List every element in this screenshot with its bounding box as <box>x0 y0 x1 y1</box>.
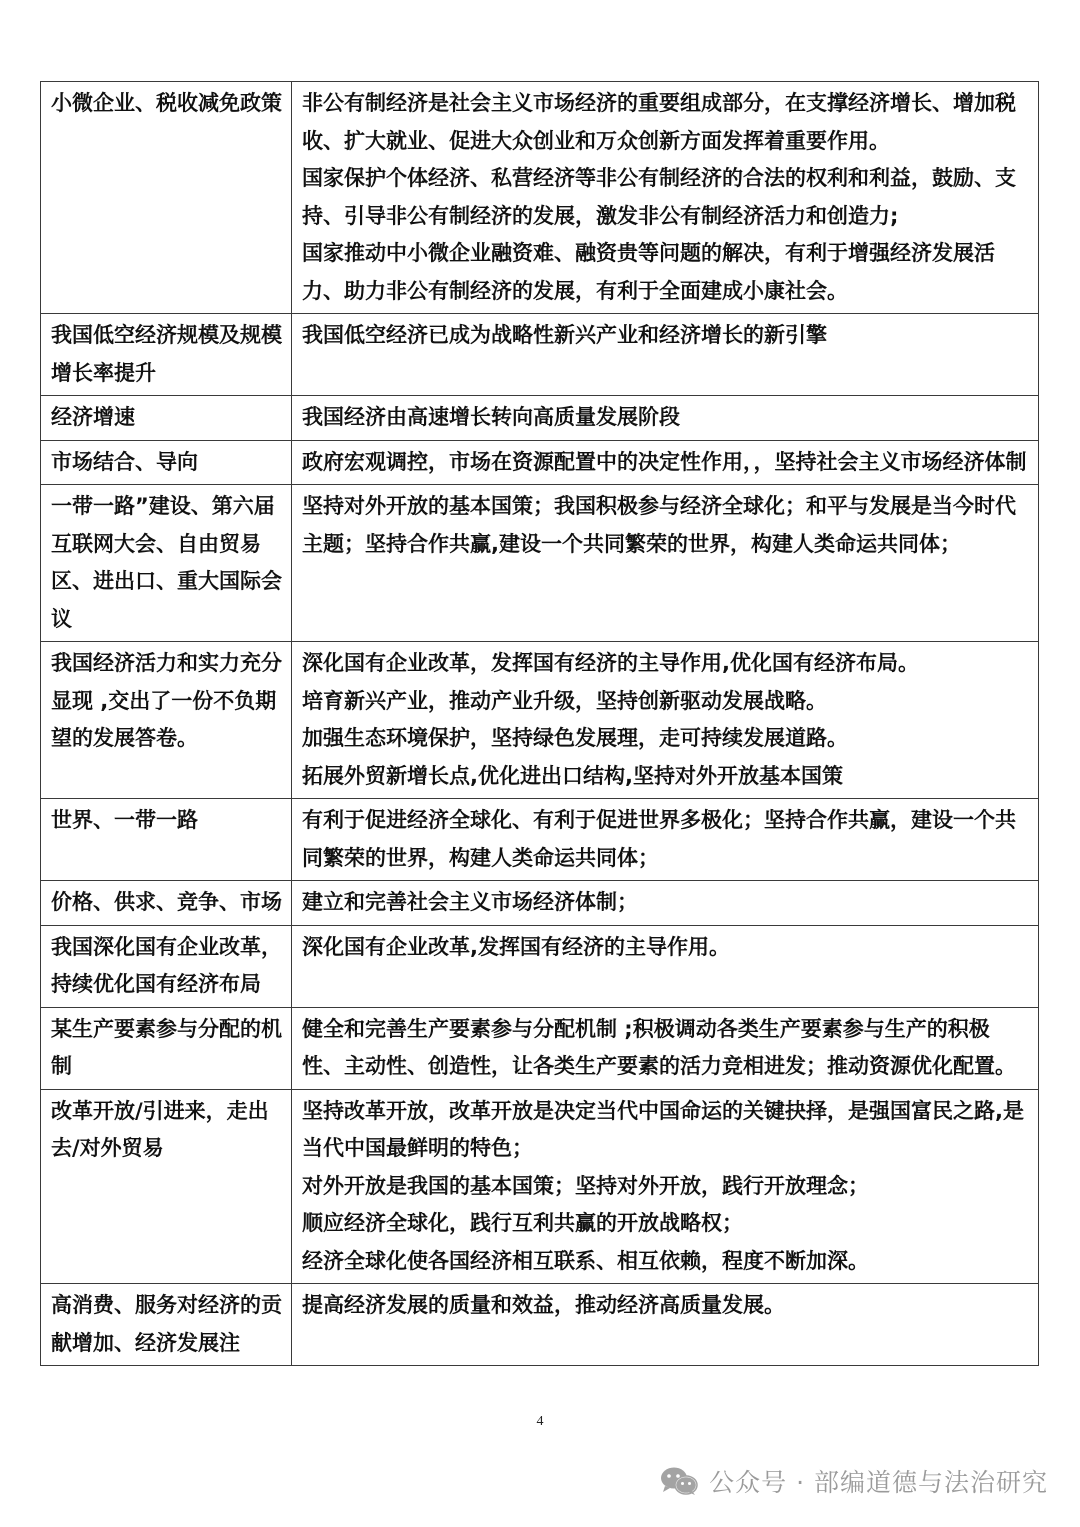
topic-text: 经济增速 <box>51 405 135 429</box>
topic-text: 高消费、服务对经济的贡献增加、经济发展注 <box>51 1293 282 1355</box>
table-row <box>41 314 1039 396</box>
topic-text: 一带一路”建设、第六届互联网大会、自由贸易区、进出口、重大国际会议 <box>51 494 282 631</box>
topic-cell <box>41 1007 292 1089</box>
table-row <box>41 881 1039 926</box>
content-line: 坚持改革开放，改革开放是决定当代中国命运的关键抉择，是强国富民之路,是当代中国最鲜明的特色； <box>302 1098 1024 1160</box>
content-line: 提高经济发展的质量和效益，推动经济高质量发展。 <box>302 1293 785 1317</box>
topic-text: 小微企业、税收减免政策 <box>51 91 282 115</box>
table-row <box>41 1284 1039 1366</box>
topic-text: 我国经济活力和实力充分显现 ,交出了一份不负期望的发展答卷。 <box>51 651 282 750</box>
content-line: 建立和完善社会主义市场经济体制； <box>302 890 638 914</box>
watermark <box>659 1463 1048 1499</box>
content-cell <box>292 396 1039 441</box>
wechat-icon <box>659 1466 699 1496</box>
content-line: 深化国有企业改革,发挥国有经济的主导作用。 <box>302 934 730 959</box>
table-row <box>41 440 1039 485</box>
content-line: 国家推动中小微企业融资难、融资贵等问题的解决，有利于增强经济发展活力、助力非公有制经济的发展，有利于全面建成小康社会。 <box>302 241 995 303</box>
topic-cell <box>41 314 292 396</box>
topic-text: 市场结合、导向 <box>51 449 198 474</box>
content-cell <box>292 642 1039 799</box>
content-cell <box>292 1284 1039 1366</box>
topic-text: 改革开放/引进来，走出去/对外贸易 <box>51 1098 269 1160</box>
page-number: 4 <box>536 1414 544 1429</box>
topic-cell <box>41 82 292 314</box>
content-cell <box>292 314 1039 396</box>
topic-cell <box>41 881 292 926</box>
topic-cell <box>41 925 292 1007</box>
topic-cell <box>41 1089 292 1284</box>
content-cell <box>292 485 1039 642</box>
content-cell <box>292 440 1039 485</box>
content-line: 坚持对外开放的基本国策；我国积极参与经济全球化；和平与发展是当今时代主题；坚持合作共赢,建设一个共同繁荣的世界，构建人类命运共同体； <box>302 494 1016 556</box>
content-cell <box>292 925 1039 1007</box>
content-cell <box>292 1007 1039 1089</box>
watermark-text: 公众号 · 部编道德与法治研究 <box>709 1468 1048 1497</box>
content-line: 政府宏观调控，市场在资源配置中的决定性作用，，坚持社会主义市场经济体制 <box>302 449 1027 474</box>
table-row <box>41 1007 1039 1089</box>
topic-cell <box>41 485 292 642</box>
topic-cell <box>41 642 292 799</box>
content-line: 有利于促进经济全球化、有利于促进世界多极化；坚持合作共赢，建设一个共同繁荣的世界，构建人类命运共同体； <box>302 808 1016 870</box>
table-row <box>41 485 1039 642</box>
topic-cell <box>41 440 292 485</box>
topic-cell <box>41 1284 292 1366</box>
content-line: 拓展外贸新增长点,优化进出口结构,坚持对外开放基本国策 <box>302 763 843 788</box>
content-cell <box>292 799 1039 881</box>
content-line: 我国低空经济已成为战略性新兴产业和经济增长的新引擎 <box>302 323 827 347</box>
content-cell <box>292 1089 1039 1284</box>
table-row <box>41 799 1039 881</box>
content-line: 顺应经济全球化，践行互利共赢的开放战略权； <box>302 1211 743 1235</box>
policy-table <box>40 81 1039 1366</box>
content-line: 经济全球化使各国经济相互联系、相互依赖，程度不断加深。 <box>302 1248 869 1273</box>
topic-text: 价格、供求、竞争、市场 <box>51 890 282 914</box>
table-row <box>41 396 1039 441</box>
content-line: 培育新兴产业，推动产业升级，坚持创新驱动发展战略。 <box>302 688 827 713</box>
table-row <box>41 1089 1039 1284</box>
content-line: 非公有制经济是社会主义市场经济的重要组成部分，在支撑经济增长、增加税收、扩大就业、促进大众创业和万众创新方面发挥着重要作用。 <box>302 91 1016 153</box>
content-cell <box>292 82 1039 314</box>
topic-text: 某生产要素参与分配的机制 <box>51 1016 282 1078</box>
topic-text: 我国深化国有企业改革，持续优化国有经济布局 <box>51 934 282 996</box>
content-line: 我国经济由高速增长转向高质量发展阶段 <box>302 405 680 429</box>
table-body <box>41 82 1039 1366</box>
content-line: 对外开放是我国的基本国策；坚持对外开放，践行开放理念； <box>302 1173 869 1198</box>
table-row <box>41 642 1039 799</box>
content-line: 国家保护个体经济、私营经济等非公有制经济的合法的权利和利益，鼓励、支持、引导非公有制经济的发展，激发非公有制经济活力和创造力; <box>302 166 1016 228</box>
table-row <box>41 925 1039 1007</box>
content-cell <box>292 881 1039 926</box>
table-row <box>41 82 1039 314</box>
content-line: 健全和完善生产要素参与分配机制 ;积极调动各类生产要素参与生产的积极性、主动性、创造性，让各类生产要素的活力竞相进发；推动资源优化配置。 <box>302 1016 1016 1078</box>
topic-text: 我国低空经济规模及规模增长率提升 <box>51 323 282 385</box>
topic-text: 世界、一带一路 <box>51 808 198 832</box>
topic-cell <box>41 396 292 441</box>
topic-cell <box>41 799 292 881</box>
content-line: 加强生态环境保护，坚持绿色发展理，走可持续发展道路。 <box>302 726 848 750</box>
content-line: 深化国有企业改革，发挥国有经济的主导作用,优化国有经济布局。 <box>302 651 919 675</box>
